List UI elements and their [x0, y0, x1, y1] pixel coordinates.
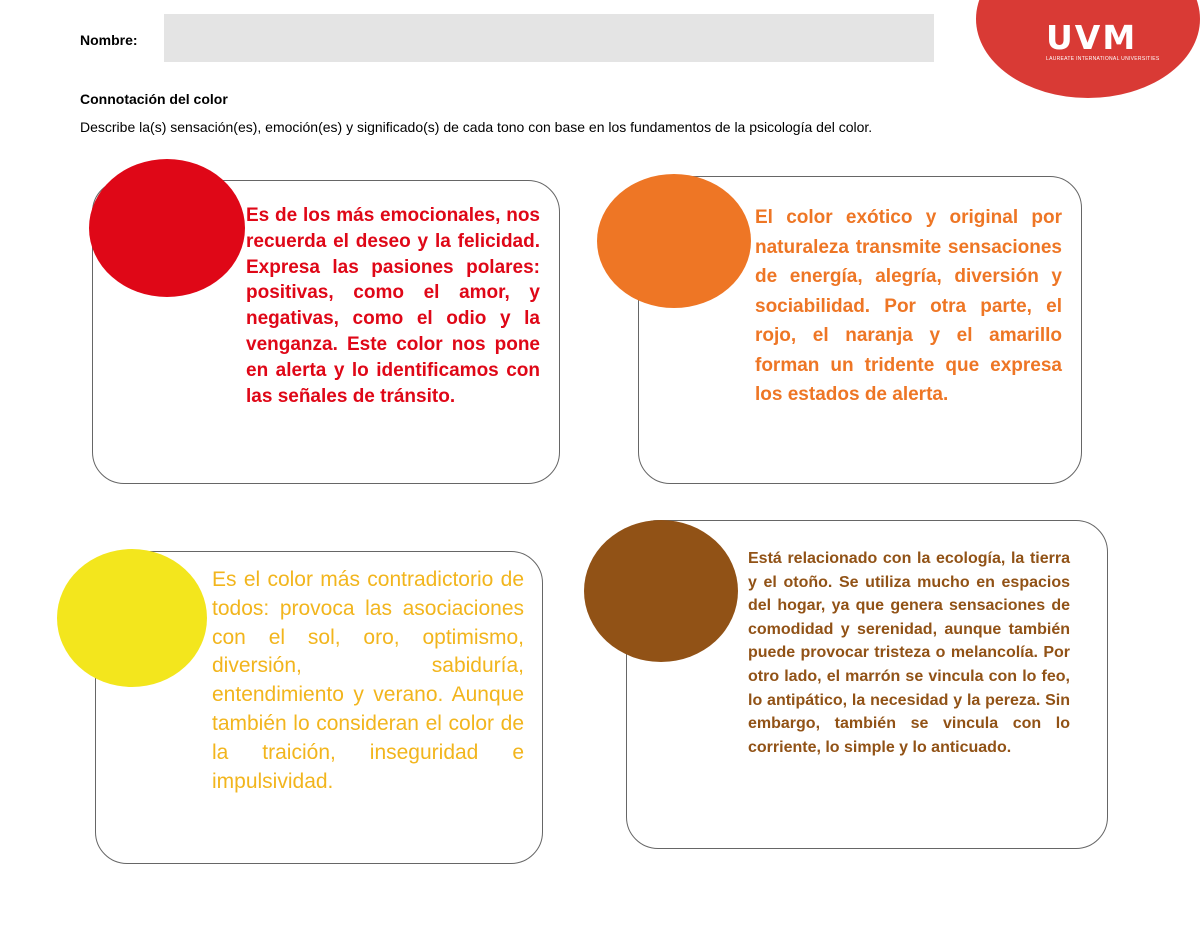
uvm-logo [976, 0, 1200, 98]
orange-color-swatch [597, 174, 751, 308]
name-field[interactable] [164, 14, 934, 62]
section-title: Connotación del color [80, 91, 228, 107]
yellow-color-swatch [57, 549, 207, 687]
red-description: Es de los más emocionales, nos recuerda el deseo y la felicidad. Expresa las pasiones polares: positivas, como el amor, y negativas, como el odio y la venganza. Este color nos pone en alerta y lo identificamos con las señales de tránsito. [246, 205, 540, 407]
orange-description: El color exótico y original por naturaleza transmite sensaciones de energía, alegría, diversión y sociabilidad. Por otra parte, el rojo, el naranja y el amarillo forman un tridente que expresa los estados de alerta. [755, 207, 1062, 405]
red-color-swatch [89, 159, 245, 297]
brown-color-swatch [584, 520, 738, 662]
logo-text: UVM [1046, 18, 1138, 57]
brown-description: Está relacionado con la ecología, la tierra y el otoño. Se utiliza mucho en espacios del hogar, ya que genera sensaciones de comodidad y serenidad, aunque también puede provocar tristeza o melancolía. Por otro lado, el marrón se vincula con lo feo, lo antipático, la necesidad y la pereza. Sin embargo, también se vincula con lo corriente, lo simple y lo anticuado. [748, 550, 1070, 756]
instructions: Describe la(s) sensación(es), emoción(es) y significado(s) de cada tono con base en los fundamentos de la psicología del color. [80, 119, 873, 135]
name-label: Nombre: [80, 32, 138, 48]
logo-subtext: LAUREATE INTERNATIONAL UNIVERSITIES [1046, 56, 1160, 62]
yellow-description: Es el color más contradictorio de todos: provoca las asociaciones con el sol, oro, optimismo, diversión, sabiduría, entendimiento y verano. Aunque también lo consideran el color de la traición, inseguridad e impulsividad. [212, 568, 524, 793]
